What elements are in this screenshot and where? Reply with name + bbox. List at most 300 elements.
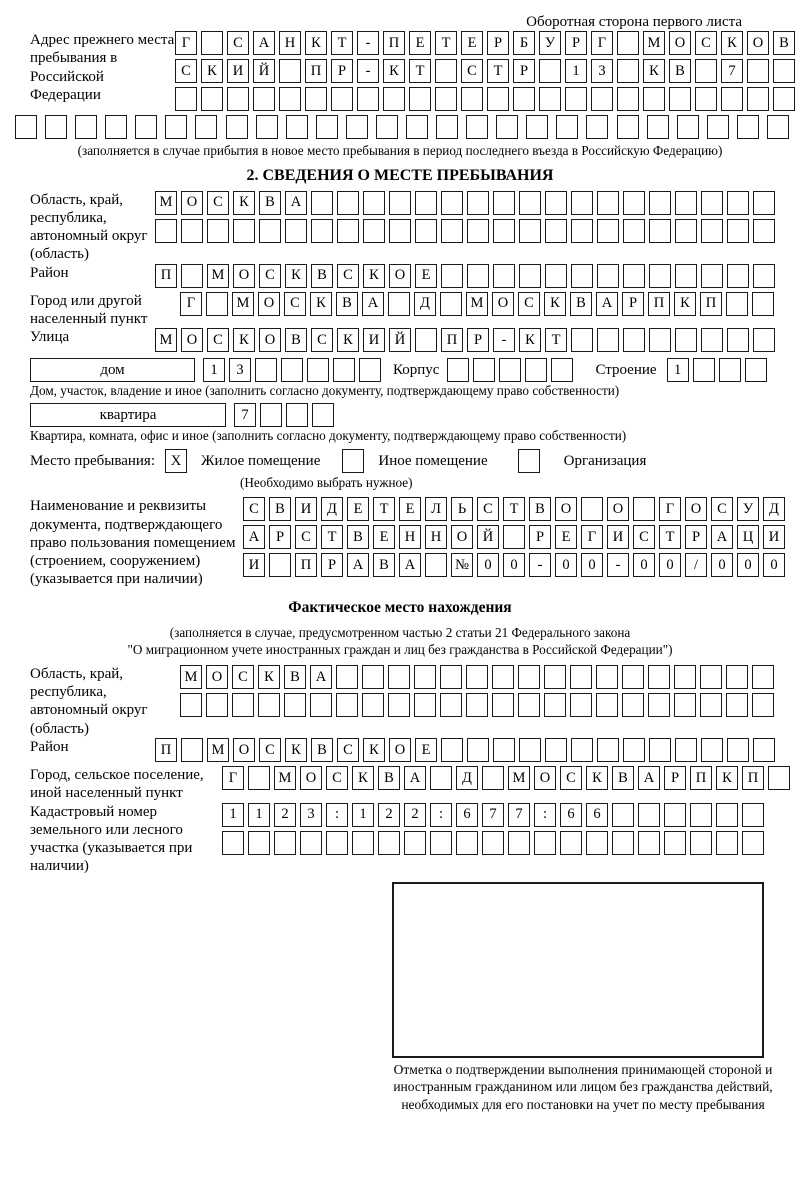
char-cell — [544, 665, 566, 689]
char-cell: - — [529, 553, 551, 577]
char-cell — [617, 31, 639, 55]
char-cell: 2 — [404, 803, 426, 827]
char-cell: О — [206, 665, 228, 689]
char-cell — [747, 87, 769, 111]
char-cell: К — [305, 31, 327, 55]
grid-street — [155, 328, 775, 352]
char-cell: К — [201, 59, 223, 83]
char-cell: Е — [461, 31, 483, 55]
caption-apartment: Квартира, комната, офис и иное (заполнить согласно документу, подтверждающему право собственности) — [30, 428, 627, 444]
char-cell — [493, 738, 515, 762]
char-cell — [363, 219, 385, 243]
char-cell: 7 — [234, 403, 256, 427]
char-cell: Н — [425, 525, 447, 549]
char-cell — [333, 358, 355, 382]
char-cell: 0 — [581, 553, 603, 577]
char-cell — [690, 803, 712, 827]
char-cell — [406, 115, 428, 139]
char-cell — [675, 264, 697, 288]
char-cell: А — [243, 525, 265, 549]
char-cell: 3 — [300, 803, 322, 827]
char-cell: Р — [685, 525, 707, 549]
char-cell: С — [259, 738, 281, 762]
char-cell: Р — [513, 59, 535, 83]
confirmation-stamp-box — [392, 882, 764, 1058]
char-cell — [773, 59, 795, 83]
char-cell: В — [570, 292, 592, 316]
char-cell: Н — [399, 525, 421, 549]
grid-cadastral-row2 — [222, 831, 764, 855]
char-cell: Д — [414, 292, 436, 316]
char-cell: О — [607, 497, 629, 521]
char-cell — [383, 87, 405, 111]
char-cell — [773, 87, 795, 111]
char-cell: А — [310, 665, 332, 689]
char-cell: К — [285, 264, 307, 288]
char-cell: В — [612, 766, 634, 790]
char-cell — [362, 665, 384, 689]
char-cell: Р — [529, 525, 551, 549]
char-cell: С — [243, 497, 265, 521]
grid-actual-district — [155, 738, 775, 762]
checkbox-other-premises — [342, 449, 364, 473]
char-cell: В — [336, 292, 358, 316]
char-cell: О — [747, 31, 769, 55]
char-cell: 0 — [763, 553, 785, 577]
char-cell: С — [259, 264, 281, 288]
grid-prev-address-row2 — [175, 59, 795, 83]
char-cell: П — [383, 31, 405, 55]
char-cell: 1 — [222, 803, 244, 827]
char-cell — [677, 115, 699, 139]
char-cell — [404, 831, 426, 855]
char-cell: С — [227, 31, 249, 55]
char-cell — [648, 693, 670, 717]
char-cell: П — [700, 292, 722, 316]
char-cell — [388, 665, 410, 689]
char-cell: Д — [456, 766, 478, 790]
char-cell: М — [155, 328, 177, 352]
char-cell — [747, 59, 769, 83]
char-cell: Л — [425, 497, 447, 521]
char-cell: Т — [503, 497, 525, 521]
char-cell — [701, 219, 723, 243]
char-cell — [690, 831, 712, 855]
char-cell — [206, 693, 228, 717]
char-cell — [258, 693, 280, 717]
char-cell: Е — [399, 497, 421, 521]
char-cell — [638, 831, 660, 855]
char-cell — [519, 738, 541, 762]
char-cell — [534, 831, 556, 855]
char-cell — [612, 803, 634, 827]
char-cell — [519, 264, 541, 288]
char-cell: Т — [409, 59, 431, 83]
char-cell — [707, 115, 729, 139]
char-cell — [414, 693, 436, 717]
char-cell: О — [451, 525, 473, 549]
char-cell: 6 — [560, 803, 582, 827]
char-cell: С — [284, 292, 306, 316]
char-cell: В — [269, 497, 291, 521]
char-cell: Р — [321, 553, 343, 577]
char-cell — [753, 328, 775, 352]
char-cell: С — [695, 31, 717, 55]
char-cell: К — [519, 328, 541, 352]
char-cell: О — [258, 292, 280, 316]
char-cell — [499, 358, 521, 382]
char-cell — [195, 115, 217, 139]
char-cell: К — [337, 328, 359, 352]
char-cell — [701, 738, 723, 762]
char-cell — [441, 264, 463, 288]
char-cell: В — [259, 191, 281, 215]
char-cell: К — [721, 31, 743, 55]
char-cell: У — [737, 497, 759, 521]
char-cell: Р — [664, 766, 686, 790]
char-cell: № — [451, 553, 473, 577]
char-cell — [440, 693, 462, 717]
label-cadastral: Кадастровый номер земельного или лесного участка (указывается при наличии) — [30, 803, 193, 875]
char-cell: С — [477, 497, 499, 521]
stay-type-row — [30, 449, 800, 473]
option-residential-premises: Жилое помещение — [201, 452, 321, 469]
char-cell — [274, 831, 296, 855]
char-cell — [440, 665, 462, 689]
char-cell — [376, 115, 398, 139]
char-cell — [675, 191, 697, 215]
char-cell — [767, 115, 789, 139]
char-cell: Д — [763, 497, 785, 521]
stay-type-hint: (Необходимо выбрать нужное) — [240, 475, 413, 491]
char-cell — [284, 693, 306, 717]
char-cell — [526, 115, 548, 139]
char-cell — [135, 115, 157, 139]
char-cell: Д — [321, 497, 343, 521]
char-cell: В — [284, 665, 306, 689]
char-cell — [586, 831, 608, 855]
char-cell: В — [347, 525, 369, 549]
char-cell: И — [607, 525, 629, 549]
char-cell: К — [586, 766, 608, 790]
char-cell — [586, 115, 608, 139]
char-cell: Р — [565, 31, 587, 55]
char-cell: Г — [581, 525, 603, 549]
char-cell — [556, 115, 578, 139]
char-cell: С — [326, 766, 348, 790]
char-cell — [255, 358, 277, 382]
char-cell — [175, 87, 197, 111]
char-cell — [493, 191, 515, 215]
char-cell — [623, 191, 645, 215]
char-cell: К — [383, 59, 405, 83]
char-cell: Р — [622, 292, 644, 316]
char-cell — [493, 219, 515, 243]
char-cell: : — [534, 803, 556, 827]
char-cell: И — [295, 497, 317, 521]
caption-prev-address: (заполняется в случае прибытия в новое место пребывания в период последнего въезда в Российскую Федерацию) — [77, 143, 723, 158]
char-cell — [648, 665, 670, 689]
char-cell: П — [155, 264, 177, 288]
char-cell — [269, 553, 291, 577]
char-cell — [279, 87, 301, 111]
char-cell — [647, 115, 669, 139]
char-cell — [726, 292, 748, 316]
char-cell — [701, 191, 723, 215]
char-cell — [693, 358, 715, 382]
char-cell — [305, 87, 327, 111]
char-cell: С — [461, 59, 483, 83]
char-cell: М — [466, 292, 488, 316]
char-cell — [669, 87, 691, 111]
field-actual-district — [30, 738, 800, 766]
char-cell — [441, 191, 463, 215]
char-cell — [525, 358, 547, 382]
char-cell: С — [207, 328, 229, 352]
char-cell — [742, 831, 764, 855]
grid-prev-address-row1 — [175, 31, 795, 55]
char-cell: Р — [331, 59, 353, 83]
char-cell: К — [363, 738, 385, 762]
char-cell — [726, 665, 748, 689]
char-cell — [544, 693, 566, 717]
char-cell — [623, 738, 645, 762]
page-side-note: Оборотная сторона первого листа — [526, 14, 742, 30]
char-cell — [256, 115, 278, 139]
grid-prev-address-row4 — [15, 115, 789, 139]
char-cell — [467, 264, 489, 288]
char-cell — [768, 766, 790, 790]
char-cell: О — [181, 191, 203, 215]
char-cell: 0 — [659, 553, 681, 577]
field-document — [30, 497, 800, 588]
char-cell — [675, 738, 697, 762]
char-cell: С — [295, 525, 317, 549]
char-cell — [482, 766, 504, 790]
char-cell — [281, 358, 303, 382]
char-cell — [201, 31, 223, 55]
char-cell — [337, 191, 359, 215]
char-cell: А — [285, 191, 307, 215]
char-cell: П — [155, 738, 177, 762]
char-cell — [597, 219, 619, 243]
char-cell: У — [539, 31, 561, 55]
char-cell — [700, 665, 722, 689]
label-actual-district: Район — [30, 738, 69, 755]
char-cell: А — [399, 553, 421, 577]
grid-document-row2 — [243, 525, 785, 549]
char-cell: О — [181, 328, 203, 352]
option-organization: Организация — [563, 452, 647, 469]
char-cell: В — [669, 59, 691, 83]
char-cell — [466, 115, 488, 139]
char-cell: О — [555, 497, 577, 521]
char-cell — [674, 665, 696, 689]
char-cell: В — [285, 328, 307, 352]
char-cell — [571, 738, 593, 762]
char-cell — [311, 191, 333, 215]
char-cell: Т — [545, 328, 567, 352]
char-cell — [649, 219, 671, 243]
char-cell: К — [643, 59, 665, 83]
char-cell — [597, 191, 619, 215]
char-cell — [307, 358, 329, 382]
char-cell: Ь — [451, 497, 473, 521]
grid-prev-address-row3 — [175, 87, 795, 111]
char-cell — [312, 403, 334, 427]
char-cell — [430, 831, 452, 855]
field-cadastral — [30, 803, 800, 876]
char-cell: Г — [180, 292, 202, 316]
char-cell — [436, 115, 458, 139]
char-cell — [719, 358, 741, 382]
char-cell — [695, 59, 717, 83]
char-cell — [259, 219, 281, 243]
char-cell: М — [643, 31, 665, 55]
char-cell — [389, 191, 411, 215]
char-cell — [487, 87, 509, 111]
char-cell — [695, 87, 717, 111]
char-cell — [545, 738, 567, 762]
char-cell: О — [233, 738, 255, 762]
label-street: Улица — [30, 329, 70, 346]
char-cell: И — [243, 553, 265, 577]
char-cell: Й — [389, 328, 411, 352]
char-cell — [467, 738, 489, 762]
char-cell: О — [685, 497, 707, 521]
char-cell — [435, 59, 457, 83]
region-grids — [155, 191, 775, 247]
field-region — [30, 191, 800, 264]
char-cell: П — [690, 766, 712, 790]
char-cell — [45, 115, 67, 139]
char-cell — [362, 693, 384, 717]
char-cell: А — [711, 525, 733, 549]
char-cell: А — [253, 31, 275, 55]
char-cell — [571, 328, 593, 352]
char-cell — [597, 738, 619, 762]
grid-house-number — [203, 358, 381, 382]
label-stay-type: Место пребывания: — [30, 452, 155, 469]
char-cell — [508, 831, 530, 855]
actual-location-caption2: "О миграционном учете иностранных граждан и лиц без гражданства в Российской Федерации") — [127, 642, 673, 658]
char-cell — [466, 665, 488, 689]
char-cell: К — [258, 665, 280, 689]
char-cell — [518, 665, 540, 689]
grid-region-row1 — [155, 191, 775, 215]
char-cell — [753, 219, 775, 243]
label-korpus: Корпус — [393, 361, 440, 378]
char-cell: 7 — [482, 803, 504, 827]
char-cell: В — [773, 31, 795, 55]
label-region: Область, край, республика, автономный округ (область) — [30, 191, 148, 263]
char-cell: 3 — [229, 358, 251, 382]
char-cell — [622, 693, 644, 717]
char-cell — [753, 264, 775, 288]
char-cell: Ц — [737, 525, 759, 549]
char-cell — [570, 665, 592, 689]
char-cell: Р — [467, 328, 489, 352]
char-cell — [181, 219, 203, 243]
section2-title: 2. СВЕДЕНИЯ О МЕСТЕ ПРЕБЫВАНИЯ — [246, 166, 554, 184]
char-cell: К — [233, 191, 255, 215]
char-cell: / — [685, 553, 707, 577]
actual-region-grids — [180, 665, 774, 721]
char-cell: 1 — [203, 358, 225, 382]
char-cell: А — [347, 553, 369, 577]
char-cell — [597, 328, 619, 352]
char-cell: П — [648, 292, 670, 316]
char-cell: Е — [373, 525, 395, 549]
char-cell: Т — [659, 525, 681, 549]
grid-actual-region-row2 — [180, 693, 774, 717]
char-cell: 6 — [586, 803, 608, 827]
char-cell — [467, 191, 489, 215]
char-cell: Й — [253, 59, 275, 83]
char-cell — [352, 831, 374, 855]
char-cell — [752, 292, 774, 316]
char-cell: В — [529, 497, 551, 521]
char-cell — [727, 191, 749, 215]
house-box-label: дом — [30, 358, 195, 382]
char-cell — [336, 665, 358, 689]
grid-actual-city — [222, 766, 790, 790]
char-cell — [571, 219, 593, 243]
char-cell: Й — [477, 525, 499, 549]
char-cell: О — [492, 292, 514, 316]
char-cell — [286, 403, 308, 427]
char-cell — [617, 87, 639, 111]
actual-location-title: Фактическое место нахождения — [288, 598, 512, 616]
char-cell: К — [544, 292, 566, 316]
char-cell: В — [378, 766, 400, 790]
char-cell — [519, 191, 541, 215]
char-cell — [623, 264, 645, 288]
char-cell — [727, 219, 749, 243]
char-cell: О — [233, 264, 255, 288]
char-cell — [492, 693, 514, 717]
char-cell: 6 — [456, 803, 478, 827]
char-cell: С — [633, 525, 655, 549]
char-cell: С — [337, 738, 359, 762]
char-cell — [357, 87, 379, 111]
char-cell — [649, 264, 671, 288]
char-cell: С — [207, 191, 229, 215]
char-cell: П — [441, 328, 463, 352]
char-cell: - — [357, 31, 379, 55]
char-cell — [207, 219, 229, 243]
char-cell: П — [742, 766, 764, 790]
char-cell: Н — [279, 31, 301, 55]
char-cell: 2 — [274, 803, 296, 827]
char-cell — [664, 831, 686, 855]
char-cell — [571, 264, 593, 288]
char-cell: М — [508, 766, 530, 790]
char-cell — [363, 191, 385, 215]
char-cell: И — [227, 59, 249, 83]
char-cell: К — [363, 264, 385, 288]
char-cell — [518, 693, 540, 717]
char-cell — [617, 59, 639, 83]
grid-stroenie — [667, 358, 767, 382]
char-cell — [181, 264, 203, 288]
char-cell: О — [534, 766, 556, 790]
char-cell: С — [560, 766, 582, 790]
grid-document-row1 — [243, 497, 785, 521]
char-cell — [311, 219, 333, 243]
char-cell — [415, 191, 437, 215]
char-cell — [737, 115, 759, 139]
